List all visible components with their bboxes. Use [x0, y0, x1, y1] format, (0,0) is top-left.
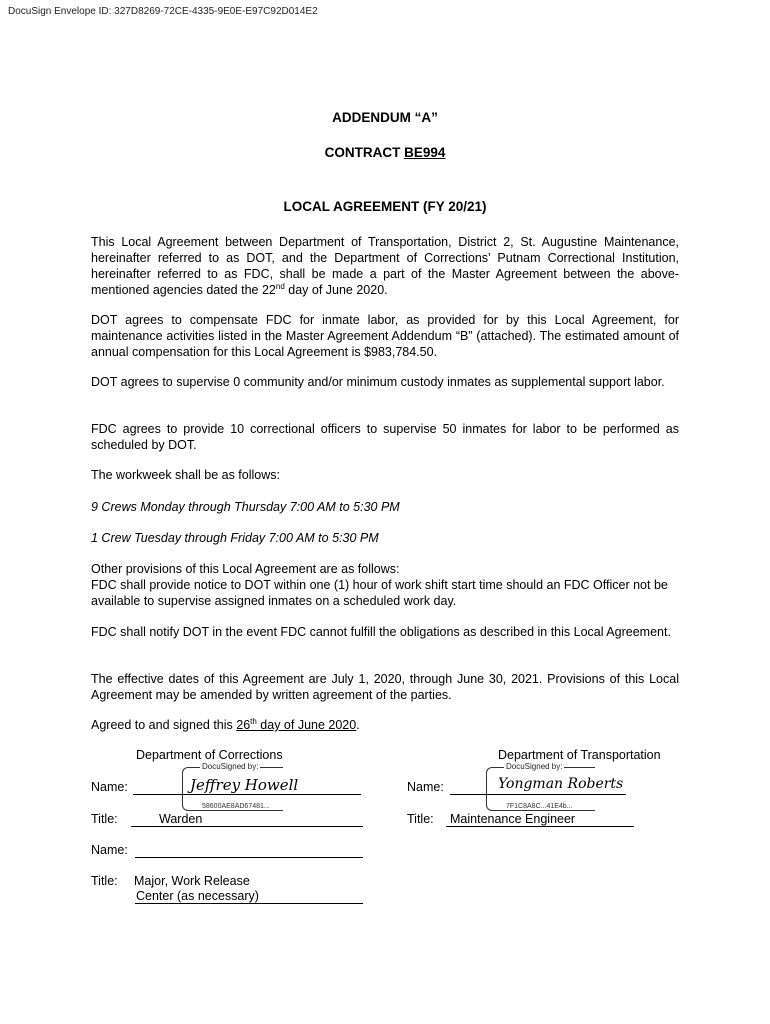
intro-paragraph	[91, 234, 679, 298]
officers-paragraph: FDC agrees to provide 10 correctional officers to supervise 50 inmates for labor to be performed as scheduled by DOT.	[91, 422, 679, 452]
second-title-line-2: Center (as necessary)	[136, 889, 259, 903]
obligations-paragraph: FDC shall notify DOT in the event FDC cannot fulfill the obligations as described in this Local Agreement.	[91, 625, 671, 639]
right-title-label: Title:	[407, 812, 434, 826]
left-party-label: Department of Corrections	[136, 748, 283, 762]
left-title-label: Title:	[91, 812, 118, 826]
second-title-line-1: Major, Work Release	[134, 874, 250, 888]
supervision-paragraph: DOT agrees to supervise 0 community and/or minimum custody inmates as supplemental support labor.	[91, 375, 665, 389]
intro-sup: nd	[275, 281, 285, 291]
document-title: ADDENDUM “A”	[332, 110, 438, 125]
crew-schedule-2: 1 Crew Tuesday through Friday 7:00 AM to 5:30 PM	[91, 531, 379, 545]
right-party-label: Department of Transportation	[498, 748, 661, 762]
signed-date-line	[91, 717, 679, 733]
signed-day: 26th day of June 2020	[236, 716, 357, 732]
right-signature: Yongman Roberts	[498, 776, 624, 792]
second-name-line	[135, 857, 363, 858]
provisions-line-1: Other provisions of this Local Agreement are as follows:	[91, 562, 400, 576]
intro-end: day of June 2020.	[284, 283, 388, 297]
right-name-label: Name:	[407, 780, 444, 794]
left-title-line	[131, 826, 363, 827]
second-name-label: Name:	[91, 843, 128, 857]
agreement-subtitle: LOCAL AGREEMENT (FY 20/21)	[283, 199, 487, 214]
compensation-paragraph: DOT agrees to compensate FDC for inmate labor, as provided for by this Local Agreement, for maintenance activities listed in the Master Agreement Addendum “B” (attached). The estimated amount of annual compensation for this Local Agreement is $983,784.50.	[91, 313, 679, 359]
right-title-line	[446, 826, 634, 827]
provisions-line-2: FDC shall provide notice to DOT within one (1) hour of work shift start time should an FDC Officer not be available to supervise assigned inmates on a scheduled work day.	[91, 578, 668, 608]
left-docusigned-label: DocuSigned by:	[202, 762, 259, 771]
intro-text: This Local Agreement between Department of Transportation, District 2, St. Augustine Maintenance, hereinafter referred to as DOT, and the Department of Corrections’ Putnam Correctional Institution, hereinafter referred to as FDC, shall be made a part of the Master Agreement between the above-mentioned agencies dated the 22	[91, 235, 679, 297]
signed-end: .	[356, 718, 360, 732]
signed-prefix: Agreed to and signed this	[91, 718, 237, 732]
envelope-id: DocuSign Envelope ID: 327D8269-72CE-4335-9E0E-E97C92D014E2	[8, 6, 318, 17]
contract-heading	[0, 145, 770, 160]
workweek-paragraph: The workweek shall be as follows:	[91, 468, 280, 482]
right-title-value: Maintenance Engineer	[450, 812, 576, 826]
second-title-label: Title:	[91, 874, 118, 888]
crew-schedule-1: 9 Crews Monday through Thursday 7:00 AM to 5:30 PM	[91, 500, 400, 514]
left-name-label: Name:	[91, 780, 128, 794]
right-docusigned-label: DocuSigned by:	[506, 762, 563, 771]
second-title-underline	[135, 903, 363, 904]
right-signature-id: 7F1C8A8C...41E4b...	[506, 803, 573, 810]
left-signature: Jeffrey Howell	[190, 776, 299, 794]
contract-number: BE994	[404, 145, 446, 160]
effective-dates-paragraph: The effective dates of this Agreement are July 1, 2020, through June 30, 2021. Provisions of this Local Agreement may be amended by written agreement of the parties.	[91, 672, 679, 702]
left-signature-id: 58600AE8AD67481...	[202, 803, 270, 810]
provisions-paragraph	[91, 561, 679, 609]
contract-prefix: CONTRACT	[324, 145, 405, 160]
left-title-value: Warden	[159, 812, 203, 826]
